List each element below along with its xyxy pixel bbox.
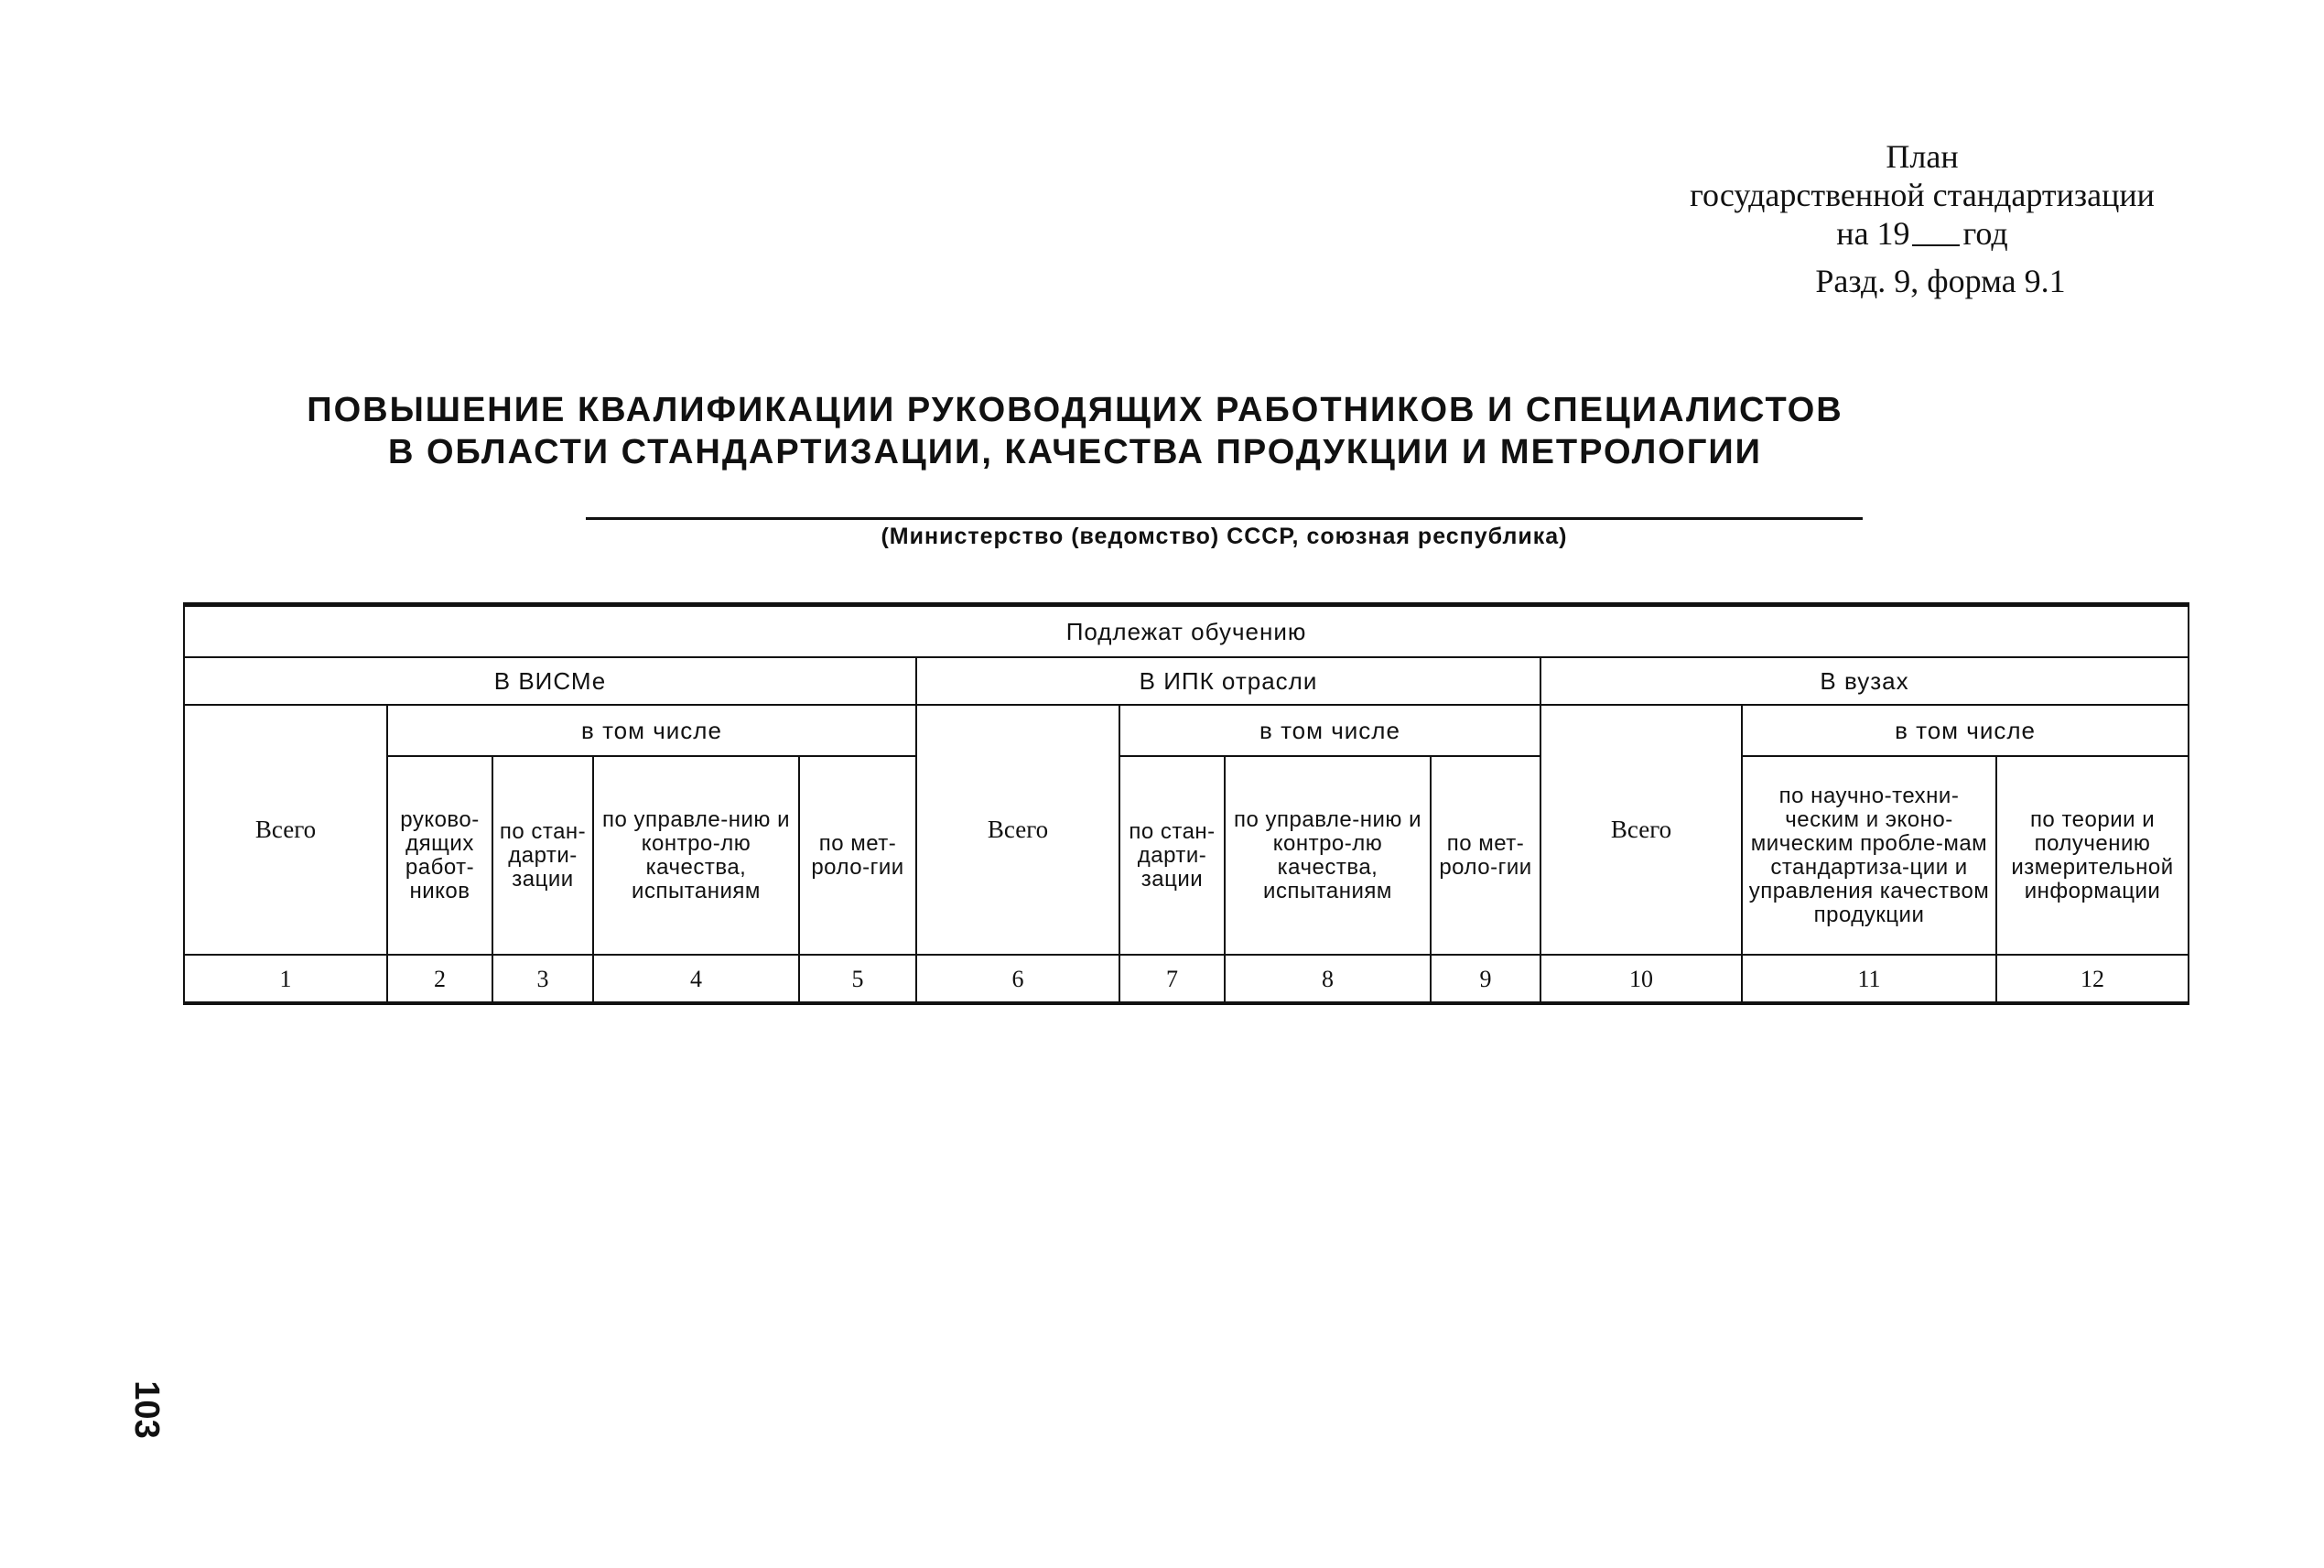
year-blank[interactable]	[1912, 217, 1960, 246]
vuz-total-header: Всего	[1540, 705, 1742, 955]
document-title	[0, 389, 2324, 473]
col-ipk-quality-management: по управле-нию и контро-лю качества, испытаниям	[1225, 756, 1431, 955]
group-ipk: В ИПК отрасли	[916, 657, 1540, 705]
training-plan-table	[183, 602, 2189, 1005]
col-number: 11	[1742, 955, 1996, 1003]
page-number: 103	[127, 1380, 166, 1439]
col-number: 2	[387, 955, 492, 1003]
col-ipk-metrology: по мет-роло-гии	[1431, 756, 1540, 955]
col-number: 7	[1119, 955, 1225, 1003]
col-number: 10	[1540, 955, 1742, 1003]
col-vuz-scientific-problems: по научно-техни-ческим и эконо-мическим пробле-мам стандартиза-ции и управления качеством продукции	[1742, 756, 1996, 955]
title-line-1: ПОВЫШЕНИЕ КВАЛИФИКАЦИИ РУКОВОДЯЩИХ РАБОТНИКОВ И СПЕЦИАЛИСТОВ	[307, 391, 1843, 429]
plan-year	[1638, 214, 2206, 253]
ipk-total-header: Всего	[916, 705, 1119, 955]
col-number: 1	[184, 955, 387, 1003]
col-number: 8	[1225, 955, 1431, 1003]
col-metrology: по мет-роло-гии	[799, 756, 916, 955]
col-quality-management: по управле-нию и контро-лю качества, испытаниям	[593, 756, 799, 955]
vism-total-header: Всего	[184, 705, 387, 955]
plan-subtitle: государственной стандартизации	[1690, 177, 2155, 213]
vuz-including-header: в том числе	[1742, 705, 2189, 756]
col-number: 9	[1431, 955, 1540, 1003]
col-number: 6	[916, 955, 1119, 1003]
col-number: 5	[799, 955, 916, 1003]
group-vuz: В вузах	[1540, 657, 2189, 705]
form-reference: Разд. 9, форма 9.1	[1815, 263, 2066, 299]
ministry-fill-line[interactable]	[586, 517, 1863, 520]
group-vism: В ВИСМе	[184, 657, 916, 705]
ministry-caption: (Министерство (ведомство) СССР, союзная республика)	[881, 524, 1568, 549]
column-numbers-row	[184, 955, 2189, 1003]
col-number: 4	[593, 955, 799, 1003]
plan-header	[1638, 137, 2206, 300]
col-ipk-standardization: по стан-дарти-зации	[1119, 756, 1225, 955]
year-prefix: на 19	[1836, 215, 1910, 252]
ipk-including-header: в том числе	[1119, 705, 1540, 756]
col-number: 12	[1996, 955, 2189, 1003]
year-suffix: год	[1962, 215, 2008, 252]
plan-title: План	[1886, 138, 1959, 175]
col-standardization: по стан-дарти-зации	[492, 756, 593, 955]
col-vuz-measurement-theory: по теории и получению измерительной информации	[1996, 756, 2189, 955]
col-number: 3	[492, 955, 593, 1003]
col-managers: руково-дящих работ-ников	[387, 756, 492, 955]
vism-including-header: в том числе	[387, 705, 916, 756]
title-line-2: В ОБЛАСТИ СТАНДАРТИЗАЦИИ, КАЧЕСТВА ПРОДУКЦИИ И МЕТРОЛОГИИ	[388, 433, 1762, 471]
top-header-cell: Подлежат обучению	[184, 605, 2189, 658]
